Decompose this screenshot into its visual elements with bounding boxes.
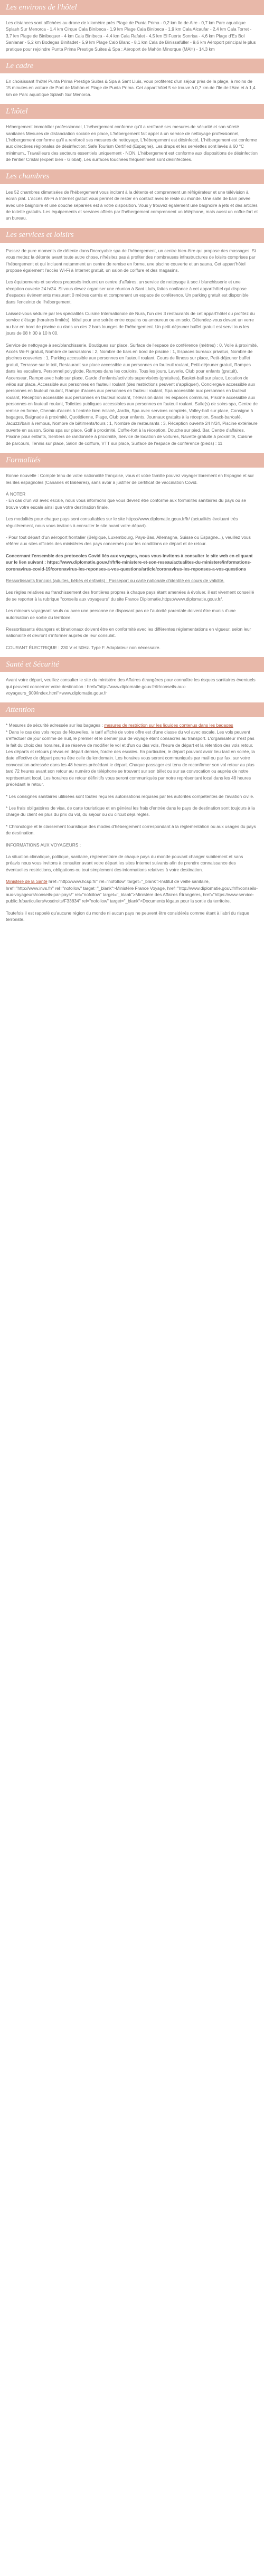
formalites-text: - Pour tout départ d'un aéroport frontalier (Belgique, Luxembourg, Pays-Bas, Allemagne, Suisse ou Espagne...), veuillez vous référer aux sites officiels des ministères des pays concernés pour les conditions de départ et de retour. [6, 534, 251, 547]
sante-text: Avant votre départ, veuillez consulter le site du ministère des Affaires étrangères pour connaître les risques sanitaires éventuels qui peuvent concerner votre destination : href="http://www.diplomatie.gouv.fr/fr/conseils-aux-voyageurs_909/index.html">www.diplomatie.gouv.fr [6, 677, 256, 696]
formalites-text: Les mineurs voyageant seuls ou avec une personne ne disposant pas de l'autorité parentale doivent être munis d'une autorisation de sortie du territoire. [6, 608, 236, 620]
section-title: Le cadre [6, 61, 34, 70]
attention-text: La situation climatique, politique, sanitaire, réglementaire de chaque pays du monde pouvant changer subitement et sans préavis nous vous invitons à consulter avant votre départ les sites Internet suivants afin de prendre connaissance des éventuelles restrictions, obligations ou tout simplement des informations relatives à votre destination. [6, 853, 243, 872]
loisirs-paragraph: Les équipements et services proposés incluent un centre d'affaires, un service de nettoyage à sec / blanchisserie et une réception ouverte 24 h/24. Si vous devez organiser une réunion à Sant Lluís, faites confiance à cet appart'hôtel qui dispose d'espaces événements mesurant 0 mètres carrés et comprenant un espace de conférence. Un parking gratuit est disponible dans l'enceinte de l'hébergement. [6, 279, 249, 305]
formalites-text: Les modalités pour chaque pays sont consultables sur le site https://www.diplomatie.gouv.fr/fr/ (actualités évoluant très régulièrement, nous vous invitons à consulter le site avant votre départ). [6, 516, 238, 528]
formalites-text: - En cas d'un vol avec escale, nous vous informons que vous devrez être conforme aux formalités sanitaires du pays où se trouve votre escale ainsi que votre destination finale. [6, 498, 247, 510]
section-title: Santé et Sécurité [6, 660, 59, 669]
section-header-hotel [0, 104, 264, 119]
attention-text: * Les frais obligatoires de visa, de carte touristique et en général les frais d'entrée dans le pays de destination sont toujours à la charge du client en plus du prix du vol, du séjour ou du circuit déjà réglés. [6, 805, 255, 818]
loisirs-paragraph: Passez de pure moments de détente dans l'incroyable spa de l'hébergement, un centre bien-être qui propose des massages. Si vous mettez la détente avant toute autre chose, n'hésitez pas à profiter des nombreuses infrastructures de loisirs comprises par l'hébergement et qui incluent notamment un centre de remise en forme, une piscine couverte et un sauna. Cet appart'hôtel propose également l'accès Wi-Fi à Internet gratuit, un salon de coiffure et des magasins. [6, 248, 256, 273]
loisirs-content [0, 243, 264, 453]
formalites-text: Ressortissants étrangers et binationaux doivent être en conformité avec les différentes réglementations en vigueur, selon leur nationalité et devront s'informer auprès de leur consulat. [6, 626, 251, 639]
hotel-text: Hébergement immobilier professionnel, L'hébergement conforme qu'il a renforcé ses mesures de sécurité et son sûreté sanitaires Mesures de distanciation sociale en place, L'hébergement fait appel à un service de nettoyage professionnel, L'hébergement conforme qu'il a renforcé ses mesures de nettoyage, L'hébergement est désinfecté, L'hébergement est conforme aux directives régionales de désinfection: Safe Tourism Certified (Espagne), Les draps et les serviettes sont lavés à 60 °C minimum., Travailleurs des secteurs essentiels uniquement - NON, L'hébergement est conforme aux dispositions de désinfection de l'entier Cristal (expert bien - Global), Les surfaces touchées fréquemment sont désinfectées. [6, 124, 258, 163]
section-title: Les chambres [6, 172, 50, 181]
attention-text: * Chronologie et le classement touristique des modes d'hébergement correspondant à la réglementation ou aux usages du pays de destination. [6, 823, 256, 836]
formalites-note-heading: À NOTER [6, 491, 26, 497]
cadre-content [0, 73, 264, 104]
ministere-sante-link[interactable]: Ministère de la Santé [6, 879, 48, 885]
formalites-text: Les règles relatives au franchissement des frontières propres à chaque pays étant amenées à évoluer, il est vivement conseillé de se reporter à la rubrique "conseils aux voyageurs" du site France Diplomatie,https://www.diplomatie.gouv.fr/. [6, 590, 254, 602]
loisirs-paragraph: Laissez-vous séduire par les spécialités Cuisine Internationale de Nura, l'un des 3 restaurants de cet appart'hôtel ou profitez du service d'étage (horaires limités). Idéal pour une soirée entre copains ou amoureux ou en solo. Détendez-vous devant un verre au bar en bord de piscine ou dans un des 2 bars lounges de l'hébergement. Un petit-déjeuner buffet gratuit est servi tous les jours de 08 h 00 à 10 h 00. [6, 310, 255, 336]
loisirs-paragraph: Service de nettoyage à sec/blanchisserie, Boutiques sur place, Surface de l'espace de conférence (mètres) : 0, Voile à proximité, Accès Wi-Fi gratuit, Nombre de bars/salons : 2, Nombre de bars en bord de piscine : 1, Espaces bureaux privatus, Nombre de piscines couvertes : 1, Parking accessible aux personnes en fauteuil roulant, Cours de fitness sur place, Petit-déjeuner buffet gratuit, Terrasse sur le toit, Restaurant sur place accessible aux personnes en fauteuil roulant, Petit-déjeuner gratuit, Rampes dans les escaliers, Personnel polyglotte, Rampes dans les couloirs, Tous les jours, Laverie, Club pour enfants (gratuit), Ascenseur, Rampe avec halo sur place, Garde d'enfants/activités supervisées (gratuites), Basket-ball sur place, Location de vélos sur place, Accessible aux personnes en fauteuil roulant (des restrictions peuvent s'appliquer), Concierge/e accessible aux personnes en fauteuil roulant, Rampe d'accès aux personnes en fauteuil roulant, Spa accessible aux personnes en fauteuil roulant, Réception accessible aux personnes en fauteuil roulant, Télévision dans les espaces communs, Piscine accessible aux personnes en fauteuil roulant, Toilettes publiques accessibles aux personnes en fauteuil roulant, Salle(s) de soins spa, Centre de remise en forme, Chemin d'accès à l'entrée bien éclairé, Jardin, Spa avec services complets, Volley-ball sur place, Consigne à bagages, Baignade à proximité, Quotidienne, Plage, Club pour enfants, Journaux gratuits à la réception, Snack-bar/café, Jacuzzi/bain à remous, Nombre de bâtiments/tours : 1, Nombre de restaurants : 3, Réception ouverte 24 h/24, Piscine extérieure ouverte en saison, Soins spa sur place, Golf à proximité, Coffre-fort à la réception, Douche sur pied, Bar, Centre d'affaires, Piscine pour enfants, Sentiers de randonnée à proximité, Service de location de voitures, Navette gratuite à proximité, Cuisine de parcours, Tennis sur place, Salon de coiffure, VTT sur place, Surface de l'espace de conférence (pieds) : 11 [6, 342, 258, 446]
attention-links-text: href="http://www.hcsp.fr/" rel="nofollow" target="_blank">Institut de veille sanitaire, href="http://www.invs.fr/" rel="nofollow" target="_blank">Ministère France Voyage, href="http://www.diplomatie.gouv.fr/fr/conseils-aux-voyageurs/conseils-par-pays/" rel="nofollow" target="_blank">Ministère des Affaires Étrangères, href="https://www.service-public.fr/particuliers/vosdroits/F33834" rel="nofollow" target="_blank">Documents légaux pour la sortie du territoire. [6, 879, 258, 904]
section-header-cadre [0, 59, 264, 73]
formalites-covid-link[interactable]: Concernant l'ensemble des protocoles Covid liés aux voyages, nous vous invitons à consulter le site web en cliquant sur le lien suivant : https://www.diplomatie.gouv.fr/fr/le-ministere-et-son-reseau/actualites-du-ministere/informations-coronavirus-covid-19/coronavirus-les-reponses-a-vos-questions/article/coronavirus-les-reponses-a-vos-questions [6, 553, 253, 572]
attention-text: INFORMATIONS AUX VOYAGEURS : [6, 842, 81, 848]
chambres-text: Les 52 chambres climatisées de l'hébergement vous incitent à la détente et comprennent un réfrigérateur et une télévision à écran plat. L'accès Wi-Fi à Internet gratuit vous permet de rester en contact avec le reste du monde. Une salle de bain privée avec une baignoire et une douche séparées est à votre disposition. Vous y trouvez également une baignoire à jets et des articles de toilette gratuits. Les équipements et services offerts par l'hébergement comprennent un téléphone, mais aussi un coffre-fort et un bureau. [6, 189, 258, 221]
section-header-formalites [0, 453, 264, 468]
section-title: Les services et loisirs [6, 231, 74, 240]
attention-text [6, 722, 258, 787]
liquids-restriction-link[interactable]: mesures de restriction sur les liquides contenus dans les bagages [104, 723, 233, 728]
attention-content [0, 717, 264, 929]
attention-links [6, 878, 258, 905]
section-header-loisirs [0, 228, 264, 243]
sante-content [0, 672, 264, 702]
chambres-content [0, 184, 264, 228]
environs-text: Les distances sont affichées au drone de kilomètre près Plage de Punta Prima - 0,2 km Ile de Aire - 0,7 km Parc aquatique Splash Sur Menorca - 1,4 km Cirque Cala Binibeca - 1,9 km Plage Cala Binibeca - 1,9 km Cala Alcaufar - 2,4 km Cala Torret - 3,7 km Plage de Binibequer - 4 km Cala Binibeca - 4,4 km Cala Rafalet - 4,5 km El Fuerte Sonrisa - 4,6 km Plage d'Es Bol Sanlanar - 5,2 km Bodegas Binifadet - 5,9 km Plage Caló Blanc - 8,1 km Cala de Binissafúller - 9,6 km Aéroport principal le plus pratique pour rejoindre Punta Prima Prestige Suites & Spa : Aéroport de Mahón Minorque (MAH) - 14,3 km [6, 20, 256, 52]
section-title: L'hôtel [6, 107, 28, 116]
section-header-chambres [0, 169, 264, 184]
section-title: Les environs de l'hôtel [6, 3, 77, 12]
attention-flights-text: * Dans le cas des vols reçus de Nouvelles, le tarif affiché de votre offre est d'une classe du vol avec escale, Les vols peuvent s'effectuer de jour comme de nuit, le premier et le dernier jour de voyage étant consacrés au transport. L'organisateur n'est pas le fait du choix des horaires, il se réserve de modifier le vol et d'un ou des vols, l'heure de départ et la rétention des vols retour. Les départs et retours prévus en départ dernier, l'ordre des escales. En particulier, le départ pouvant avoir lieu tard en soirée, la date effective de départ pourra être celle du lendemain. Les horaires vous seront communiqués par mail ou par fax, sur votre convocation adressée dans les 48 heures précédant le départ. Chaque passager est tenu de reconfirmer son vol retour au plus tard 72 heures avant son retour au numéro de téléphone se trouvant sur son billet ou sur sa convocation ou auprès de notre représentant local. Les horaires de retour définitifs vous seront communiqués par notre représentant local dans les 48 heures précédant le retour. [6, 729, 255, 787]
section-title: Formalités [6, 455, 41, 464]
section-title: Attention [6, 705, 35, 714]
section-header-environs [0, 0, 264, 15]
formalites-text: Ressortissants français (adultes, bébés et enfants) : Passeport ou carte nationale d'identité en cours de validité. [6, 577, 225, 583]
cadre-text: En choisissant l'hôtel Punta Prima Prestige Suites & Spa à Sant Lluís, vous profiterez d'un séjour près de la plage, à moins de 15 minutes en voiture de Port de Mahón et Plage de Punta Prima. Cet appart'hôtel 5 se trouve à 0,7 km de l'île de l'Aire et à 1,4 km de Parc aquatique Splash Sur Menorca. [6, 79, 256, 97]
attention-text: Toutefois il est rappelé qu'aucune région du monde ni aucun pays ne peuvent être considérés comme étant à l'abri du risque terroriste. [6, 910, 249, 923]
attention-intro: * Mesures de sécurité adressée sur les bagages : [6, 723, 105, 728]
formalites-text: COURANT ÉLECTRIQUE : 230 V et 50Hz. Type F. Adaptateur non nécessaire. [6, 644, 161, 650]
section-header-sante [0, 657, 264, 672]
hotel-content [0, 119, 264, 169]
section-header-attention [0, 702, 264, 717]
formalites-text: Bonne nouvelle : Compte tenu de votre nationalité française, vous et votre famille pouvez voyager librement en Espagne et sur les îles espagnoles (Canaries et Baléares), sans avoir à justifier de certificat de vaccination Covid. [6, 473, 254, 485]
attention-text: * Les consignes sanitaires utilisées sont toutes reçu les autorisations requises par les autorités compétentes de l'aviation civile. [6, 793, 254, 799]
formalites-content [0, 468, 264, 657]
environs-content [0, 15, 264, 59]
